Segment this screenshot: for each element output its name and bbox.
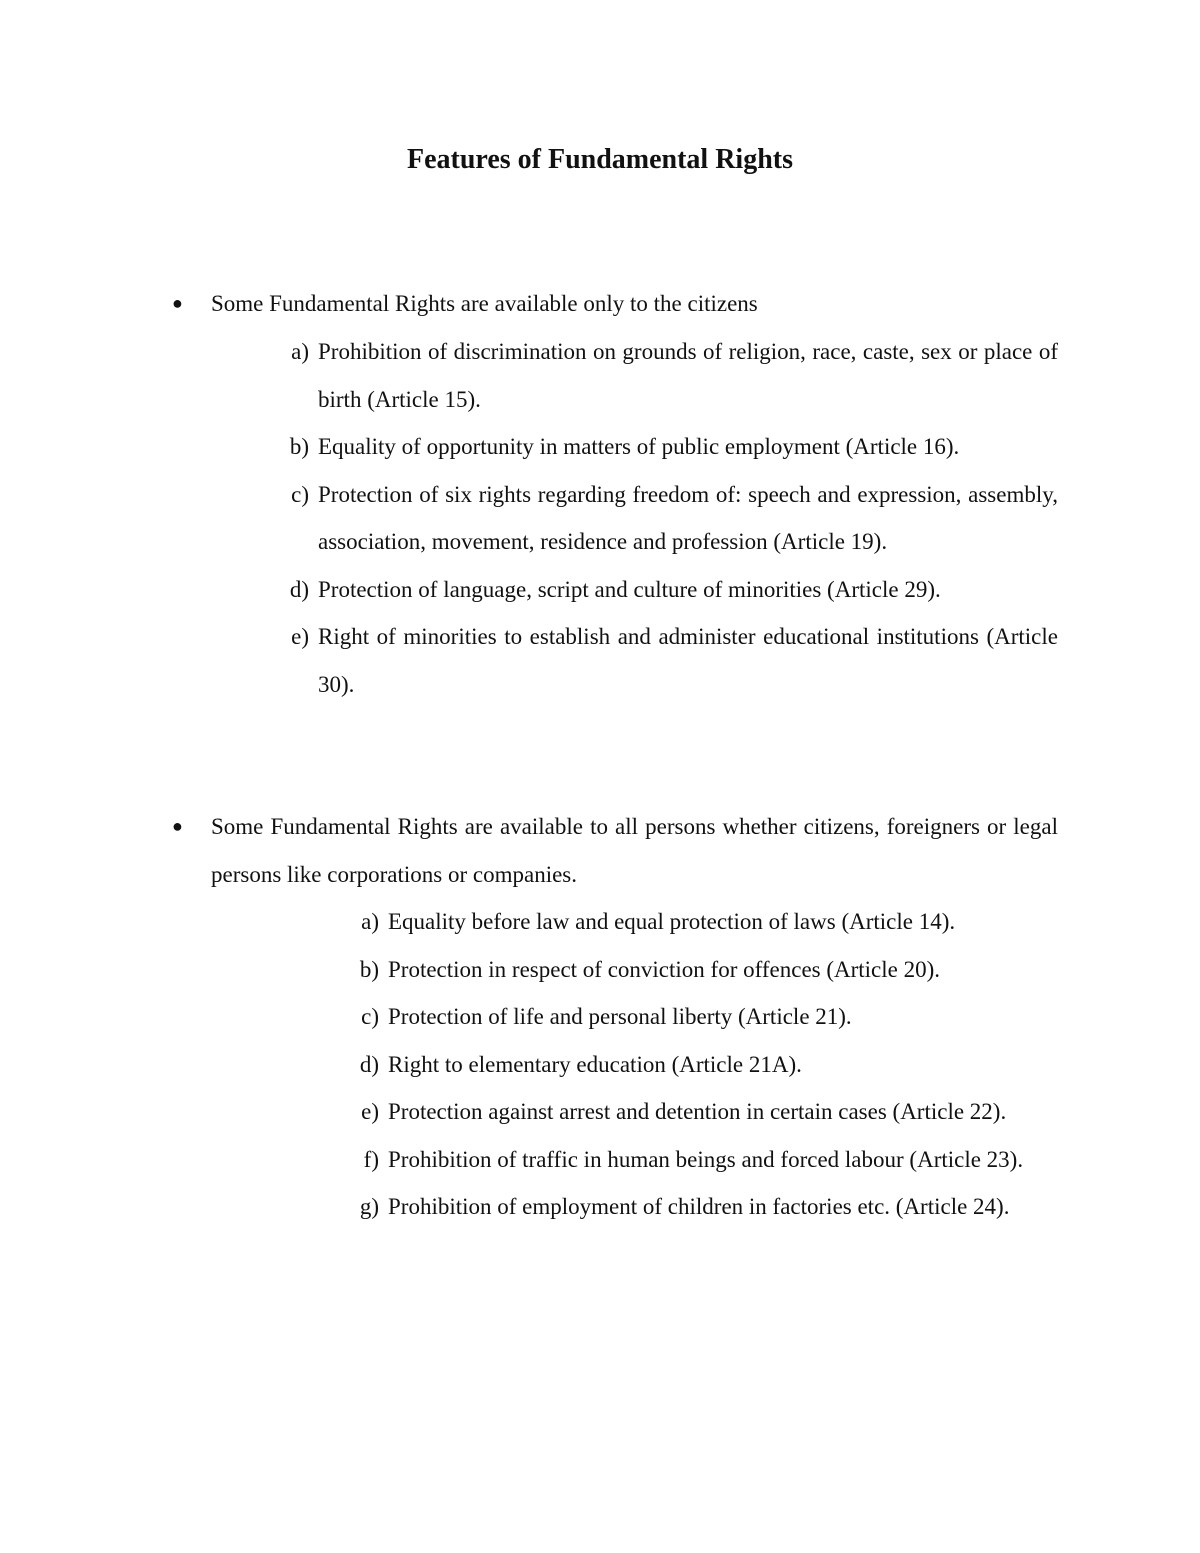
list-marker: b) xyxy=(359,956,379,982)
list-marker: a) xyxy=(291,339,309,364)
list-marker: e) xyxy=(361,1099,379,1124)
list-item-text: Protection of six rights regarding freedom of: speech and expression, assembly, association, movement, residence and profession (Article 19). xyxy=(318,481,1058,554)
list-item-text: Protection of language, script and culture of minorities (Article 29). xyxy=(318,576,941,602)
bullet-icon: ● xyxy=(172,816,183,836)
list-item-text: Prohibition of discrimination on grounds of religion, race, caste, sex or place of birth (Article 15). xyxy=(318,339,1058,412)
list-item-text: Equality of opportunity in matters of public employment (Article 16). xyxy=(318,434,960,459)
page-title: Features of Fundamental Rights xyxy=(406,144,794,175)
list-item xyxy=(273,423,1058,471)
list-item xyxy=(343,993,1058,1041)
list-item-text: Protection in respect of conviction for offences (Article 20). xyxy=(388,956,941,982)
list-marker: c) xyxy=(361,1004,379,1029)
list-item xyxy=(343,1136,1058,1184)
list-item xyxy=(273,566,1058,614)
list-item-text: Prohibition of traffic in human beings and forced labour (Article 23). xyxy=(388,1146,1024,1172)
bullet-text: Some Fundamental Rights are available only to the citizens xyxy=(211,291,758,316)
list-item-text: Right to elementary education (Article 21A). xyxy=(388,1051,802,1077)
list-marker: f) xyxy=(363,1146,379,1172)
list-item xyxy=(343,1041,1058,1089)
list-item-text: Equality before law and equal protection of laws (Article 14). xyxy=(388,909,956,934)
list-item-text: Prohibition of employment of children in factories etc. (Article 24). xyxy=(388,1194,1010,1219)
list-item xyxy=(343,1183,1058,1231)
list-marker: a) xyxy=(361,909,379,934)
list-item xyxy=(273,471,1058,566)
sub-list-section-2 xyxy=(343,898,1058,1231)
list-marker: e) xyxy=(291,624,309,649)
list-item xyxy=(273,613,1058,708)
list-item-text: Protection of life and personal liberty (Article 21). xyxy=(388,1004,852,1029)
list-item xyxy=(343,898,1058,946)
list-marker: d) xyxy=(289,576,309,602)
list-marker: c) xyxy=(291,481,309,507)
list-item-text: Protection against arrest and detention in certain cases (Article 22). xyxy=(388,1099,1007,1124)
list-marker: g) xyxy=(359,1194,379,1219)
list-marker: d) xyxy=(359,1051,379,1077)
bullet-section-2 xyxy=(172,803,1058,898)
bullet-section-1 xyxy=(172,280,1058,328)
list-item xyxy=(273,328,1058,423)
sub-list-section-1 xyxy=(273,328,1058,708)
list-item-text: Right of minorities to establish and administer educational institutions (Article 30). xyxy=(318,624,1058,697)
bullet-icon: ● xyxy=(172,293,183,313)
list-item xyxy=(343,946,1058,994)
list-item xyxy=(343,1088,1058,1136)
bullet-text: Some Fundamental Rights are available to all persons whether citizens, foreigners or legal persons like corporations or companies. xyxy=(211,814,1058,887)
list-marker: b) xyxy=(289,434,309,459)
